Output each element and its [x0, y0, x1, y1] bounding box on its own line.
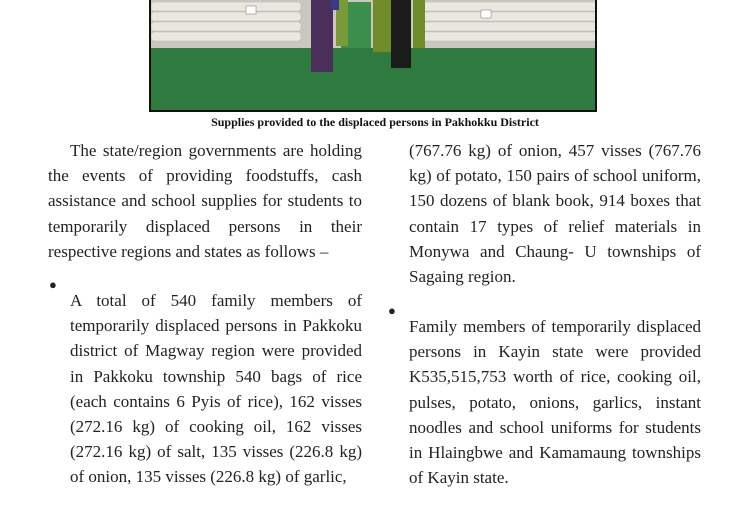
photo-caption: Supplies provided to the displaced persons in Pakhokku District	[211, 115, 539, 129]
continuation-text: (767.76 kg) of onion, 457 visses (767.76 kg) of potato, 150 pairs of school uniform, 150 dozens of blank book, 914 boxes that contain 17 types of relief materials in Monywa and Chaung- U townships of Sagaing region.	[409, 141, 701, 287]
bullet-icon: ●	[388, 303, 396, 318]
bullet-icon: ●	[49, 277, 57, 292]
intro-paragraph	[48, 138, 362, 264]
list-item	[409, 297, 701, 507]
list-item	[70, 271, 362, 507]
event-photo	[149, 0, 597, 112]
continuation-paragraph	[409, 138, 701, 289]
intro-text: The state/region governments are holding the events of providing foodstuffs, cash assistance and school supplies for students to temporarily displaced persons in their respective regions and states as follows –	[48, 141, 362, 261]
list-item-text: Family members of temporarily displaced persons in Kayin state were provided K535,515,753 worth of rice, cooking oil, pulses, potato, onions, garlics, instant noodles and school uniforms for students in Hlaingbwe and Kamamaung townships of Kayin state.	[409, 317, 701, 488]
list-item-text: A total of 540 family members of temporarily displaced persons in Pakkoku district of Magway region were provided in Pakkoku township 540 bags of rice (each contains 6 Pyis of rice), 162 visses (272.16 kg) of cooking oil, 162 visses (272.16 kg) of salt, 135 visses (226.8 kg) of onion, 135 visses (226.8 kg) of garlic,	[70, 291, 362, 487]
photo-supplies-handover-icon	[151, 0, 597, 112]
